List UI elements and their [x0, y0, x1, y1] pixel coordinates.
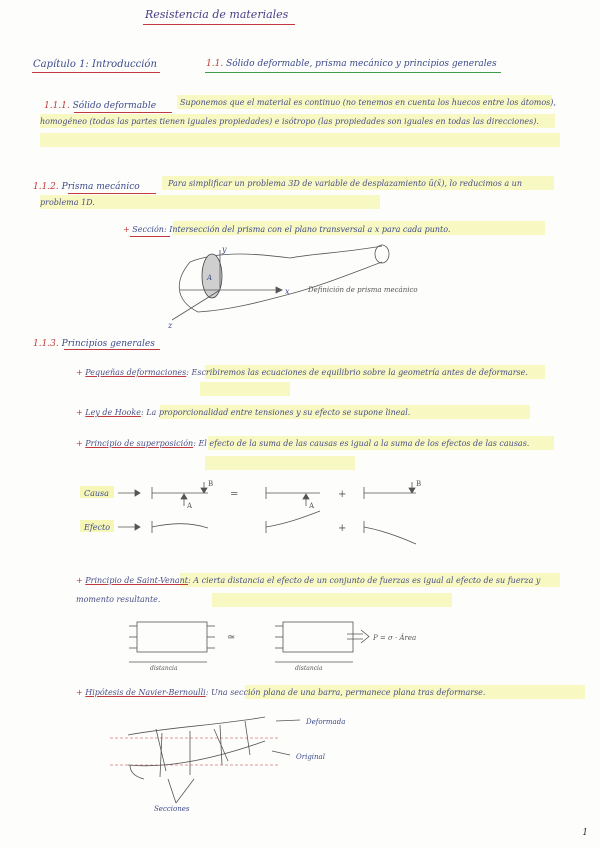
load-a-label: A — [187, 502, 193, 510]
highlight — [40, 133, 560, 147]
highlight — [200, 382, 290, 396]
prism-drawing — [172, 245, 389, 320]
principle-text: Escribiremos las ecuaciones de equilibrio sobre la geometría antes de deformarse. — [191, 368, 528, 377]
section-1-1-1-title: Sólido deformable — [72, 101, 157, 111]
section-bullet-text: Intersección del prisma con el plano transversal a x para cada punto. — [169, 225, 451, 234]
section-1-1-3-title: Principios generales — [61, 339, 155, 349]
principle-text: A cierta distancia el efecto de un conjunto de fuerzas es igual al efecto de su fuerza y momento resultante. — [76, 576, 541, 604]
prism-figure-caption: Definición de prisma mecánico — [308, 286, 418, 294]
load-b-label: B — [208, 480, 214, 488]
section-1-1-heading — [206, 60, 497, 69]
chapter-heading: Capítulo 1: Introducción — [33, 59, 157, 70]
equals-sign: = — [230, 489, 239, 500]
section-bullet-label: Sección — [132, 225, 164, 234]
axis-x-label: x — [285, 287, 290, 296]
cause-label: Causa — [84, 489, 109, 498]
area-label: A — [207, 274, 213, 282]
axis-z-label: z — [168, 321, 173, 330]
load-b-label: B — [416, 480, 422, 488]
chapter-underline — [32, 72, 160, 73]
plus-sign: + — [338, 489, 347, 500]
principle-item: + Ley de Hooke: La proporcionalidad entre tensiones y su efecto se supone lineal. — [76, 408, 411, 417]
deformed-label: Deformada — [306, 718, 346, 726]
saint-venant-figure — [115, 612, 475, 672]
section-1-1-1-number: 1.1.1. — [44, 101, 70, 111]
section-1-1-3-number: 1.1.3. — [33, 339, 59, 349]
load-a-label: A — [309, 502, 315, 510]
principle-item: + Principio de superposición: El efecto de la suma de las causas es igual a la suma de los efectos de las causas. — [76, 439, 530, 448]
distance-label: distancia — [295, 665, 323, 672]
distance-label: distancia — [150, 665, 178, 672]
section-1-1-3-underline — [64, 349, 160, 350]
highlight — [205, 456, 355, 470]
principle-label: Hipótesis de Navier-Bernoulli — [85, 688, 206, 697]
section-1-1-2-title: Prisma mecánico — [61, 182, 140, 192]
page-title: Resistencia de materiales — [145, 8, 289, 21]
section-1-1-2-text: Para simplificar un problema 3D de variable de desplazamiento ū(x̄), lo reducimos a un problema 1D. — [40, 179, 522, 207]
plus-sign: + — [338, 523, 347, 534]
axis-y-label: y — [222, 245, 227, 254]
approx-sign: ≃ — [227, 632, 236, 643]
navier-bernoulli-figure — [110, 705, 360, 815]
section-bullet-underline — [130, 236, 170, 237]
superposition-figure — [80, 478, 440, 558]
section-bullet: + Sección: Intersección del prisma con el plano transversal a x para cada punto. — [123, 225, 451, 234]
plus-marker: + — [123, 225, 133, 234]
section-1-1-underline — [205, 72, 501, 73]
principle-label: Principio de superposición — [85, 439, 194, 448]
sections-label: Secciones — [154, 805, 190, 813]
section-1-1-title: Sólido deformable, prisma mecánico y principios generales — [226, 59, 497, 69]
principle-text: La proporcionalidad entre tensiones y su efecto se supone lineal. — [146, 408, 411, 417]
principle-item: + Hipótesis de Navier-Bernoulli: Una sección plana de una barra, permanece plana tras deformarse. — [76, 688, 486, 697]
arrows — [118, 482, 416, 544]
principle-item: + Principio de Saint-Venant: A cierta distancia el efecto de un conjunto de fuerzas es igual al efecto de su fuerza y momento resultante. — [76, 576, 541, 604]
section-1-1-2-number: 1.1.2. — [33, 182, 59, 192]
principle-text: Una sección plana de una barra, permanece plana tras deformarse. — [210, 688, 486, 697]
section-1-1-number: 1.1. — [206, 59, 224, 69]
principle-label: Principio de Saint-Venant — [85, 576, 189, 585]
section-1-1-3-heading — [33, 339, 155, 349]
original-label: Original — [296, 753, 325, 761]
effect-label: Efecto — [84, 523, 111, 532]
force-formula: P = σ · Área — [373, 634, 417, 642]
principle-text: El efecto de la suma de las causas es igual a la suma de los efectos de las causas. — [198, 439, 530, 448]
prism-figure — [150, 240, 450, 330]
principle-item: + Pequeñas deformaciones: Escribiremos las ecuaciones de equilibrio sobre la geometría antes de deformarse. — [76, 368, 528, 377]
principle-label: Pequeñas deformaciones — [85, 368, 187, 377]
page-number: 1 — [582, 828, 588, 838]
title-underline — [143, 24, 295, 25]
principle-label: Ley de Hooke — [85, 408, 141, 417]
section-1-1-1-text: Suponemos que el material es continuo (no tenemos en cuenta los huecos entre los átomos), homogéneo (todas las partes tienen iguales propiedades) e isótropo (las propiedades son iguales en todas las direcciones). — [40, 98, 556, 126]
